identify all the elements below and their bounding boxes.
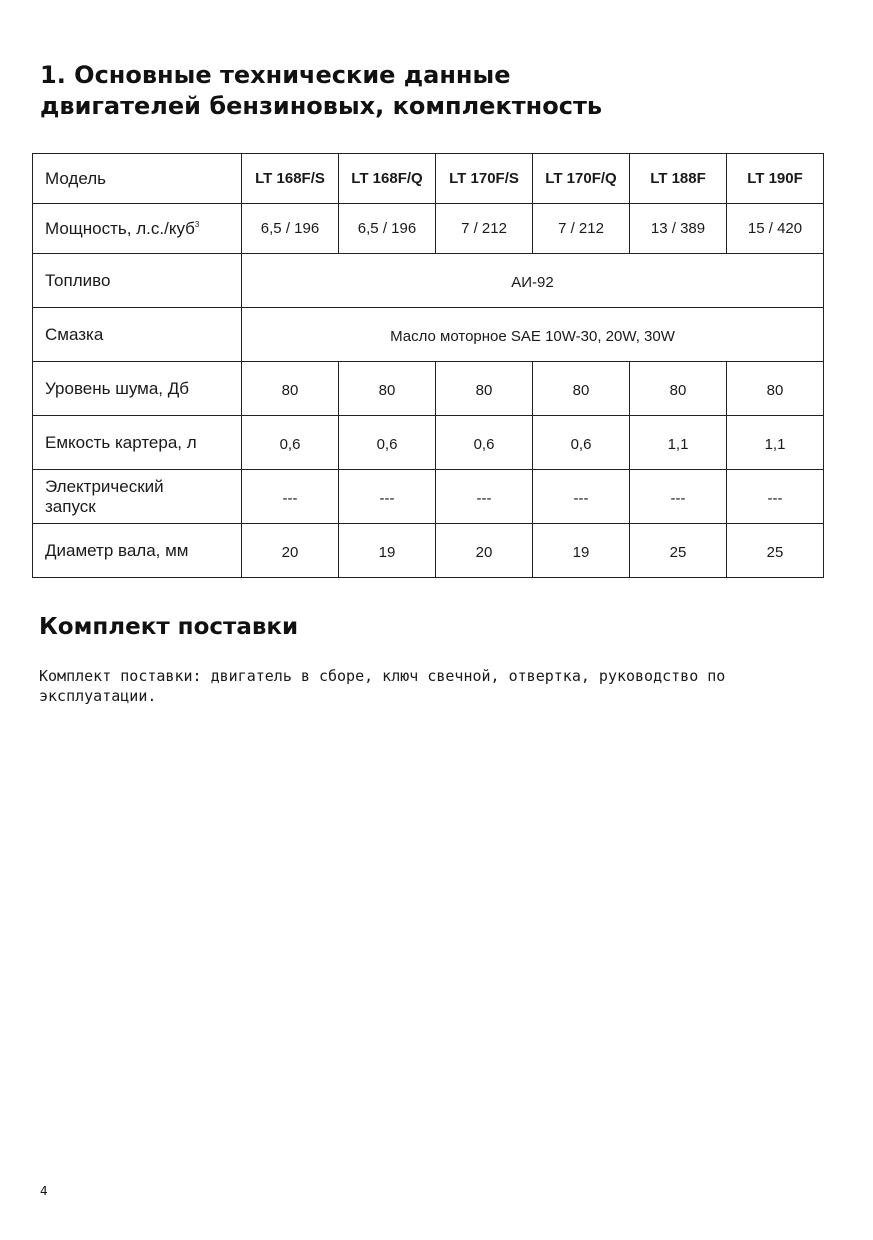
model-cell: LT 188F — [630, 154, 727, 204]
page-title-line-2: двигателей бензиновых, комплектность — [40, 92, 603, 120]
row-label-model: Модель — [33, 154, 242, 204]
value-cell: 25 — [727, 524, 824, 578]
row-label-crankcase: Емкость картера, л — [33, 416, 242, 470]
value-cell: 0,6 — [339, 416, 436, 470]
value-cell: --- — [436, 470, 533, 524]
value-cell: 13 / 389 — [630, 204, 727, 254]
model-cell: LT 168F/Q — [339, 154, 436, 204]
value-cell: 80 — [630, 362, 727, 416]
value-cell: 20 — [436, 524, 533, 578]
specs-table — [32, 153, 824, 578]
value-cell: 1,1 — [727, 416, 824, 470]
value-cell: 25 — [630, 524, 727, 578]
value-cell: --- — [339, 470, 436, 524]
model-cell: LT 170F/S — [436, 154, 533, 204]
value-cell: 80 — [727, 362, 824, 416]
table-row-model — [33, 154, 824, 204]
row-label-lubricant: Смазка — [33, 308, 242, 362]
table-row-lubricant — [33, 308, 824, 362]
page-title — [40, 60, 840, 122]
model-cell: LT 190F — [727, 154, 824, 204]
row-label-electric-start — [33, 470, 242, 524]
value-cell: 80 — [436, 362, 533, 416]
value-cell: 19 — [339, 524, 436, 578]
value-cell: 7 / 212 — [436, 204, 533, 254]
table-row-power — [33, 204, 824, 254]
page-number: 4 — [40, 1184, 48, 1198]
row-label-power — [33, 204, 242, 254]
table-row-shaft — [33, 524, 824, 578]
value-cell: 19 — [533, 524, 630, 578]
value-cell: 6,5 / 196 — [339, 204, 436, 254]
delivery-paragraph — [39, 666, 819, 706]
value-cell: 80 — [339, 362, 436, 416]
power-label-superscript: 3 — [194, 219, 200, 229]
row-label-fuel: Топливо — [33, 254, 242, 308]
value-cell: --- — [533, 470, 630, 524]
value-cell: --- — [727, 470, 824, 524]
fuel-value-cell: АИ-92 — [242, 254, 824, 308]
value-cell: 0,6 — [242, 416, 339, 470]
value-cell: 0,6 — [533, 416, 630, 470]
value-cell: --- — [630, 470, 727, 524]
table-row-fuel — [33, 254, 824, 308]
table-row-crankcase — [33, 416, 824, 470]
value-cell: 80 — [242, 362, 339, 416]
table-row-electric-start — [33, 470, 824, 524]
delivery-section-title: Комплект поставки — [39, 614, 299, 640]
model-cell: LT 168F/S — [242, 154, 339, 204]
delivery-text-line-1: Комплект поставки: двигатель в сборе, ключ свечной, отвертка, руководство по — [39, 667, 726, 685]
value-cell: 20 — [242, 524, 339, 578]
model-cell: LT 170F/Q — [533, 154, 630, 204]
value-cell: 6,5 / 196 — [242, 204, 339, 254]
page-title-line-1: 1. Основные технические данные — [40, 61, 511, 89]
value-cell: 80 — [533, 362, 630, 416]
electric-start-label-line-2: запуск — [45, 496, 96, 516]
value-cell: 7 / 212 — [533, 204, 630, 254]
row-label-noise: Уровень шума, Дб — [33, 362, 242, 416]
delivery-text-line-2: эксплуатации. — [39, 687, 157, 705]
power-label-text: Мощность, л.с./куб — [45, 218, 195, 238]
table-row-noise — [33, 362, 824, 416]
value-cell: 1,1 — [630, 416, 727, 470]
value-cell: 15 / 420 — [727, 204, 824, 254]
row-label-shaft: Диаметр вала, мм — [33, 524, 242, 578]
lubricant-value-cell: Масло моторное SAE 10W-30, 20W, 30W — [242, 308, 824, 362]
value-cell: --- — [242, 470, 339, 524]
electric-start-label-line-1: Электрический — [45, 476, 164, 496]
value-cell: 0,6 — [436, 416, 533, 470]
